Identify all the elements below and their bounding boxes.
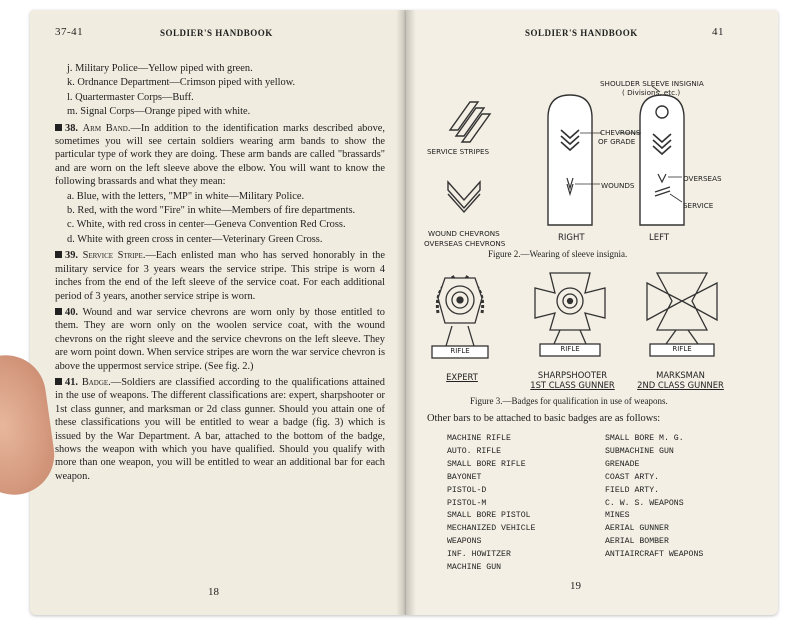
sharpshooter-bar-label: RIFLE [560,345,580,353]
bar-list-item: BAYONET [447,472,482,482]
marksman-bar-label: RIFLE [672,345,692,353]
label-of-grade: OF GRADE [598,137,636,146]
right-page-number: 19 [570,580,581,592]
bar-list-item: MACHINE RIFLE [447,434,511,443]
list-item: l. Quartermaster Corps—Buff. [67,91,194,103]
label-service: SERVICE [683,201,714,210]
paragraph-40: 40. Wound and war service chevrons are worn only by those entitled to them. They are worn only on the woolen service coat, with the wound chevrons on the right sleeve and the service chevrons on the left sleeve. They are worn point down. When service stripes are worn the war service chevron is above the uppermost service stripe. (See fig. 2.) [55,306,385,372]
list-item: k. Ordnance Department—Crimson piped with yellow. [67,77,296,89]
label-first-class-gunner: 1ST CLASS GUNNER [530,380,615,390]
figure-2-sleeve-insignia [420,70,770,255]
bar-list-item: AERIAL GUNNER [605,524,669,534]
expert-bar-label: RIFLE [450,347,470,355]
label-wounds: WOUNDS [601,181,635,190]
bar-list-item: MACHINE GUN [447,563,502,573]
label-marksman: MARKSMAN [656,370,705,380]
label-sharpshooter: SHARPSHOOTER [537,370,608,380]
bar-list-item: PISTOL-M [447,498,487,508]
label-overseas: OVERSEAS [683,174,722,183]
brassard-item: b. Red, with the word "Fire" in white—Members of fire departments. [67,205,356,217]
paragraph-41: 41. Badge.—Soldiers are classified according to the qualifications attained in the use of weapons. The different classifications are: expert, sharpshooter or 1st class gunner, and marksman or 2d class gunner. Should you attain one of these classifications you will be entitled to wear a badge (fig. 3) which is issued by the War Department. A bar, attached to the bottom of the badge, shows the weapon with which you have qualified. Should you qualify with more than one weapon, you will be entitled to wear an additional bar for each weapon. [55,376,385,482]
figure-3-badges [420,268,740,373]
bar-list-item: COAST ARTY. [605,472,660,482]
bar-list-item: MECHANIZED VEHICLE [447,524,536,534]
left-running-head: SOLDIER'S HANDBOOK [160,28,273,38]
bar-list-item: SMALL BORE M. G. [605,434,684,443]
right-header-number: 41 [712,26,724,38]
bar-list-item: INF. HOWITZER [447,550,511,560]
paragraph-marker [55,378,62,385]
right-running-head: SOLDIER'S HANDBOOK [525,28,638,38]
bar-list-item: WEAPONS [447,537,482,547]
marksman-badge-drawing [647,273,717,356]
bar-list-item: FIELD ARTY. [605,485,660,495]
bar-list-item: PISTOL-D [447,485,487,495]
book-gutter [396,10,416,615]
label-shoulder-insignia: SHOULDER SLEEVE INSIGNIA [600,79,704,88]
bar-list-item: ANTIAIRCRAFT WEAPONS [605,550,704,560]
service-stripes-drawing [450,102,490,142]
bars-column-2 [605,433,703,562]
bar-list-item: AUTO. RIFLE [447,446,502,456]
paragraph-38: 38. Arm Band.—In addition to the identification marks described above, sometimes you will see certain soldiers wearing arm bands to show the particular type of work they are doing. These arm bands are called "brassards" and are worn on the left sleeve above the elbow. You will want to know the following brassards and what they mean: [55,122,385,188]
brassard-item: d. White with green cross in center—Veterinary Green Cross. [67,233,323,245]
label-wound-chevrons: WOUND CHEVRONS [428,229,500,238]
right-sleeve-drawing [548,95,602,225]
left-header-number: 37-41 [55,26,84,38]
label-chevrons: CHEVRONS [600,128,641,137]
paragraph-39: 39. Service Stripe.—Each enlisted man who has served honorably in the military service for 3 years wears the service stripe. This stripe is worn 4 inches from the end of the left sleeve of the service coat. For each additional period of 3 years, another service stripe is worn. [55,250,385,302]
figure-3-caption: Figure 3.—Badges for qualification in use of weapons. [470,396,668,406]
list-item: j. Military Police—Yellow piped with green. [67,63,253,74]
expert-badge-drawing [432,276,488,358]
label-second-class-gunner: 2ND CLASS GUNNER [637,380,724,390]
bar-list-item: C. W. S. WEAPONS [605,498,684,508]
bar-list-item: SUBMACHINE GUN [605,446,674,456]
bars-column-1 [447,433,535,575]
list-item: m. Signal Corps—Orange piped with white. [67,106,251,118]
paragraph-marker [55,124,62,131]
bar-list-item: SMALL BORE PISTOL [447,511,531,521]
bar-list-item: SMALL BORE RIFLE [447,459,526,469]
sharpshooter-badge-drawing [535,273,605,356]
paragraph-marker [55,251,62,258]
brassard-item: c. White, with red cross in center—Geneva Convention Red Cross. [67,219,346,231]
label-right: RIGHT [558,233,585,243]
figure-2-caption: Figure 2.—Wearing of sleeve insignia. [488,249,628,259]
bar-list-item: AERIAL BOMBER [605,537,669,547]
bar-list-item: MINES [605,511,630,521]
paragraph-marker [55,308,62,315]
bars-intro: Other bars to be attached to basic badges are as follows: [427,413,661,424]
left-page-text [55,62,385,484]
label-left: LEFT [649,233,670,243]
bar-list-item: GRENADE [605,459,640,469]
brassard-item: a. Blue, with the letters, "MP" in white—Military Police. [67,190,305,202]
chevrons-drawing [448,182,480,212]
label-shoulder-insignia-sub: ( Divisions, etc.) [622,88,681,97]
left-page-number: 18 [208,586,219,598]
label-expert: EXPERT [446,372,478,382]
label-overseas-chevrons: OVERSEAS CHEVRONS [424,239,506,248]
left-sleeve-drawing [619,86,684,225]
label-service-stripes: SERVICE STRIPES [427,147,490,156]
